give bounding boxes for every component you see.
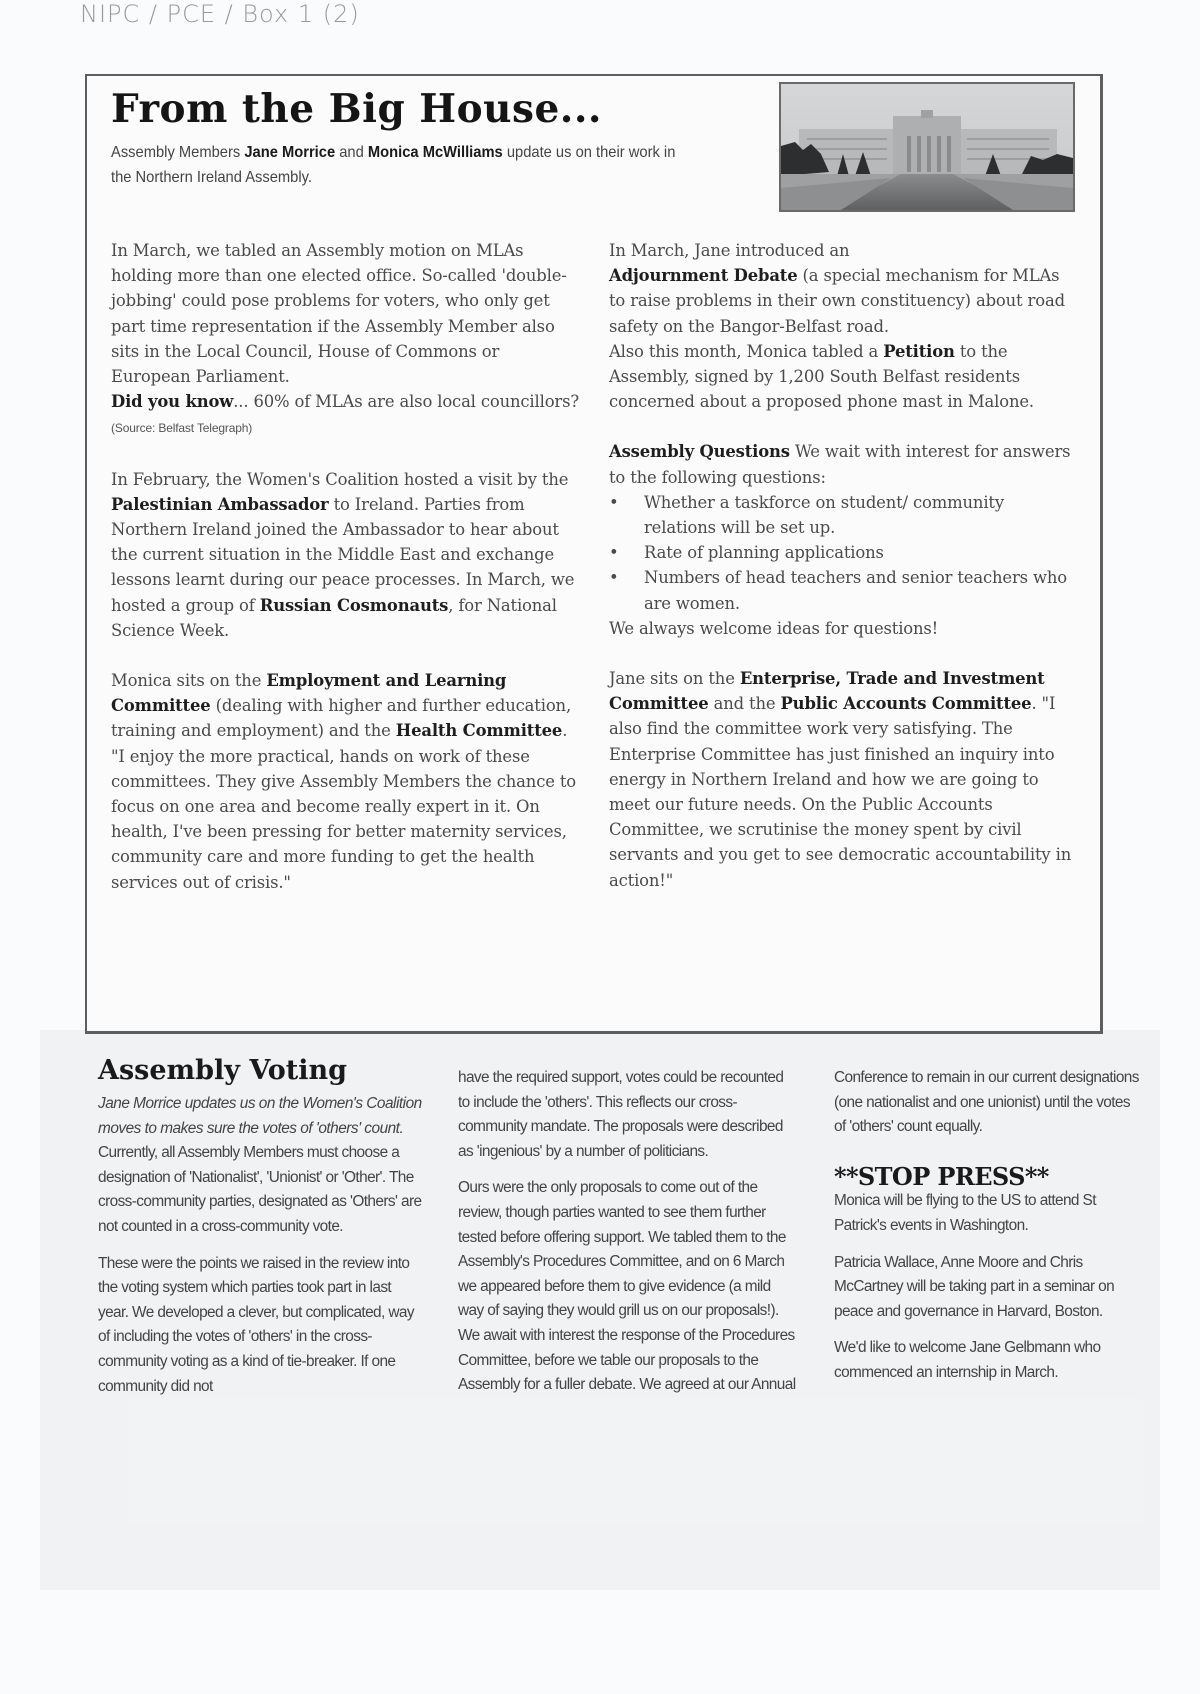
voting-paragraph: have the required support, votes could be recounted to include the 'others'. This reflects our cross-community mandate. The proposals were described as 'ingenious' by a number of politicians. — [458, 1069, 784, 1160]
highlight-russian-cosmonauts: Russian Cosmonauts — [259, 595, 449, 615]
paragraph-text: Jane sits on the — [609, 669, 740, 689]
paragraph-text: Also this month, Monica tabled a — [609, 341, 884, 361]
bullet-icon: • — [609, 568, 619, 588]
parliament-building-image — [781, 84, 1073, 210]
stop-press-item: Patricia Wallace, Anne Moore and Chris McCartney will be taking part in a seminar on peace and governance in Harvard, Boston. — [834, 1253, 1115, 1320]
subtitle-text: update us on their work in the Northern Ireland Assembly. — [111, 144, 676, 186]
highlight-employment-committee: Employment and Learning Committee — [111, 671, 507, 716]
paragraph-jane-committees — [609, 666, 1079, 893]
did-you-know-label: Did you know — [111, 392, 234, 412]
stop-press-title: **STOP PRESS** — [834, 1161, 1049, 1191]
feature-right-column — [609, 238, 1079, 893]
paragraph-text: We wait with interest for answers to the following questions: — [609, 442, 1071, 487]
voting-paragraph: Currently, all Assembly Members must choose a designation of 'Nationalist', 'Unionist' or 'Other'. The cross-community parties, designated as 'Others' are not counted in a cross-community vote. — [98, 1144, 422, 1235]
paragraph-text: In February, the Women's Coalition hosted a visit by the — [111, 469, 569, 489]
paragraph-text: and the — [708, 694, 781, 714]
highlight-palestinian-ambassador: Palestinian Ambassador — [111, 494, 329, 514]
voting-column-1 — [98, 1092, 423, 1399]
paragraph-text: Monica sits on the — [111, 671, 267, 691]
highlight-health-committee: Health Committee — [395, 721, 563, 741]
standfirst-text: Jane Morrice updates us on the Women's Coalition moves to makes sure the votes of 'others' count. — [98, 1095, 422, 1137]
paragraph-monica-committees — [111, 668, 581, 895]
paragraph-text: ... 60% of MLAs are also local councillors? — [233, 392, 580, 412]
subtitle-text: Assembly Members — [111, 144, 245, 161]
stop-press-item: We'd like to welcome Jane Gelbmann who commenced an internship in March. — [834, 1339, 1101, 1381]
archive-reference-handwriting: NIPC / PCE / Box 1 (2) — [80, 0, 360, 28]
stormont-photo — [779, 82, 1075, 212]
voting-paragraph: These were the points we raised in the review into the voting system which parties took part in last year. We developed a clever, but complicated, way of including the votes of 'others' in the cross-community voting as a kind of tie-breaker. If one community did not — [98, 1254, 414, 1395]
voting-title: Assembly Voting — [98, 1055, 348, 1086]
highlight-public-accounts-committee: Public Accounts Committee — [780, 694, 1032, 714]
feature-subtitle — [111, 140, 700, 190]
paragraph-text: (dealing with higher and further education, training and employment) and the — [111, 696, 572, 741]
highlight-petition: Petition — [883, 341, 955, 361]
questions-invite: We always welcome ideas for questions! — [609, 618, 939, 638]
stop-press-item: Monica will be flying to the US to attend St Patrick's events in Washington. — [834, 1192, 1096, 1234]
subtitle-text: and — [335, 144, 368, 161]
paragraph-text: . — [562, 721, 568, 741]
highlight-adjournment-debate: Adjournment Debate — [609, 266, 798, 286]
voting-column-3 — [834, 1066, 1144, 1386]
bullet-icon: • — [609, 543, 619, 563]
paragraph-text: to the Assembly, signed by 1,200 South Belfast residents concerned about a proposed phone mast in Malone. — [609, 341, 1034, 412]
list-item — [609, 540, 1079, 565]
voting-standfirst — [98, 1092, 423, 1141]
highlight-enterprise-committee: Enterprise, Trade and Investment Committee — [609, 669, 1045, 714]
paragraph-visits — [111, 467, 581, 643]
feature-box-big-house — [85, 74, 1103, 1034]
jane-quote: . "I also find the committee work very satisfying. The Enterprise Committee has just finished an inquiry into energy in Northern Ireland and how we are going to meet our future needs. On the Public Accounts Committee, we scrutinise the money spent by civil servants and you get to see democratic accountability in action!" — [609, 694, 1072, 890]
questions-list — [609, 490, 1079, 616]
feature-left-column — [111, 238, 581, 895]
member-name-jane: Jane Morrice — [244, 144, 336, 161]
bullet-icon: • — [609, 492, 619, 512]
list-item — [609, 490, 1079, 540]
assembly-questions-label: Assembly Questions — [609, 442, 790, 462]
source-citation: (Source: Belfast Telegraph) — [111, 421, 253, 436]
member-name-monica: Monica McWilliams — [367, 144, 503, 161]
voting-paragraph: Conference to remain in our current designations (one nationalist and one unionist) until the votes of 'others' count equally. — [834, 1069, 1139, 1136]
list-item-text: Rate of planning applications — [644, 543, 884, 563]
feature-title: From the Big House... — [111, 86, 603, 132]
monica-quote: "I enjoy the more practical, hands on work of these committees. They give Assembly Members the chance to focus on one area and become really expert in it. On health, I've been pressing for better maternity services, community care and more funding to get the health services out of crisis." — [111, 746, 576, 892]
paragraph-text: , for National Science Week. — [111, 595, 557, 640]
list-item-text: Numbers of head teachers and senior teachers who are women. — [644, 568, 1067, 613]
paragraph-text: to Ireland. Parties from Northern Ireland joined the Ambassador to hear about the current situation in the Middle East and exchange lessons learnt during our peace processes. In March, we hosted a group of — [111, 494, 575, 615]
paragraph-assembly-questions — [609, 439, 1079, 489]
voting-paragraph: Ours were the only proposals to come out of the review, though parties wanted to see them further tested before offering support. We tabled them to the Assembly's Procedures Committee, and on 6 March we appeared before them to give evidence (a mild way of saying they would grill us on our proposals!). We await with interest the response of the Procedures Committee, before we table our proposals to the Assembly for a fuller debate. We agreed at our Annual — [458, 1179, 796, 1394]
voting-column-2 — [458, 1066, 798, 1398]
paragraph-adjournment-debate — [609, 238, 1079, 414]
list-item — [609, 565, 1079, 615]
paragraph-double-jobbing — [111, 238, 581, 442]
paragraph-text: In March, Jane introduced an — [609, 241, 850, 260]
paragraph-text: (a special mechanism for MLAs to raise problems in their own constituency) about road safety on the Bangor-Belfast road. — [609, 266, 1065, 336]
paragraph-text: In March, we tabled an Assembly motion on MLAs holding more than one elected office. So-called 'double-jobbing' could pose problems for voters, who only get part time representation if the Assembly Member also sits in the Local Council, House of Commons or European Parliament. — [111, 241, 567, 387]
list-item-text: Whether a taskforce on student/ community relations will be set up. — [644, 492, 1004, 538]
